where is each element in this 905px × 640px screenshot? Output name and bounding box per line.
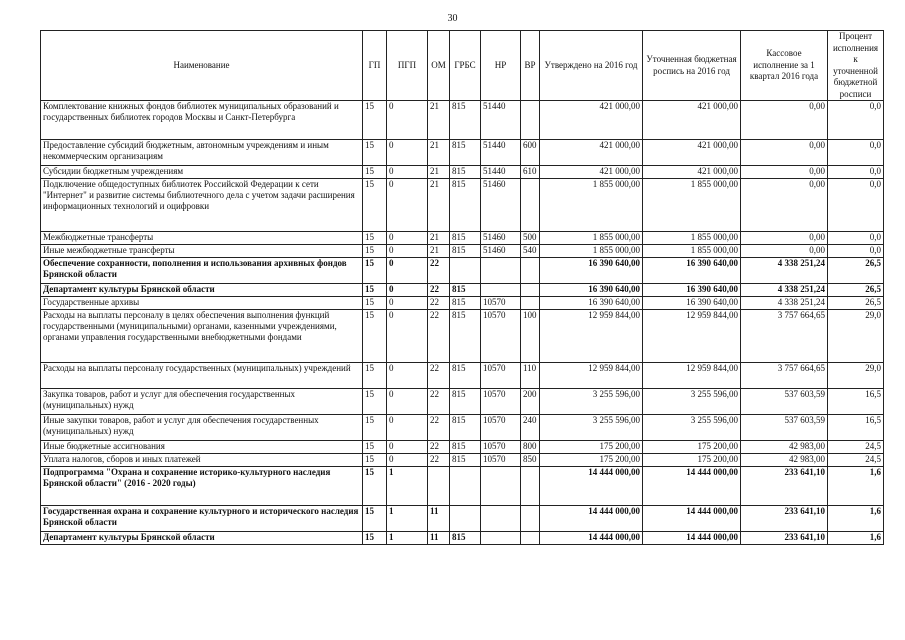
header-approved: Утверждено на 2016 год: [540, 31, 643, 101]
cell-gp: 15: [363, 258, 387, 284]
cell-pgp: 0: [387, 179, 428, 232]
cell-percent: 1,6: [828, 532, 884, 545]
cell-refined: 14 444 000,00: [643, 467, 741, 506]
cell-cash: 537 603,59: [741, 415, 828, 441]
cell-name: Подключение общедоступных библиотек Российской Федерации к сети "Интернет" и развитие системы библиотечного дела с учетом задачи расширения информационных технологий и оцифровки: [41, 179, 363, 232]
cell-vr: 110: [521, 363, 540, 389]
cell-refined: 3 255 596,00: [643, 389, 741, 415]
cell-refined: 1 855 000,00: [643, 232, 741, 245]
cell-om: 21: [428, 166, 450, 179]
table-row: [41, 232, 884, 245]
cell-pgp: 0: [387, 284, 428, 297]
cell-grbs: [450, 506, 481, 532]
cell-np: [481, 467, 521, 506]
cell-refined: 16 390 640,00: [643, 297, 741, 310]
cell-refined: 16 390 640,00: [643, 284, 741, 297]
cell-vr: [521, 258, 540, 284]
cell-name: Предоставление субсидий бюджетным, автономным учреждениям и иным некоммерческим организациям: [41, 140, 363, 166]
cell-om: 22: [428, 415, 450, 441]
cell-refined: 1 855 000,00: [643, 179, 741, 232]
cell-gp: 15: [363, 101, 387, 140]
table-row: [41, 467, 884, 506]
table-row: [41, 441, 884, 454]
header-np: НР: [481, 31, 521, 101]
cell-vr: 610: [521, 166, 540, 179]
cell-cash: 537 603,59: [741, 389, 828, 415]
cell-name: Межбюджетные трансферты: [41, 232, 363, 245]
cell-om: 22: [428, 441, 450, 454]
cell-name: Субсидии бюджетным учреждениям: [41, 166, 363, 179]
cell-grbs: 815: [450, 179, 481, 232]
cell-grbs: 815: [450, 389, 481, 415]
cell-percent: 16,5: [828, 415, 884, 441]
cell-vr: 100: [521, 310, 540, 363]
cell-refined: 12 959 844,00: [643, 310, 741, 363]
cell-om: 21: [428, 179, 450, 232]
cell-percent: 29,0: [828, 363, 884, 389]
cell-pgp: 0: [387, 258, 428, 284]
cell-name: Государственные архивы: [41, 297, 363, 310]
cell-approved: 12 959 844,00: [540, 310, 643, 363]
cell-percent: 26,5: [828, 258, 884, 284]
cell-percent: 0,0: [828, 140, 884, 166]
cell-grbs: 815: [450, 363, 481, 389]
cell-grbs: [450, 258, 481, 284]
header-row: [41, 31, 884, 101]
table-row: [41, 532, 884, 545]
cell-percent: 1,6: [828, 467, 884, 506]
cell-om: 22: [428, 363, 450, 389]
cell-pgp: 1: [387, 467, 428, 506]
cell-gp: 15: [363, 232, 387, 245]
table-row: [41, 245, 884, 258]
cell-approved: 3 255 596,00: [540, 415, 643, 441]
cell-name: Расходы на выплаты персоналу в целях обеспечения выполнения функций государственными (муниципальными) органами, казенными учреждениями, органами управления государственными внебюджетными фондами: [41, 310, 363, 363]
cell-cash: 0,00: [741, 140, 828, 166]
cell-gp: 15: [363, 506, 387, 532]
cell-pgp: 0: [387, 140, 428, 166]
cell-gp: 15: [363, 140, 387, 166]
table-row: [41, 258, 884, 284]
header-grbs: ГРБС: [450, 31, 481, 101]
table-body: [41, 101, 884, 545]
cell-grbs: 815: [450, 441, 481, 454]
cell-refined: 3 255 596,00: [643, 415, 741, 441]
cell-pgp: 0: [387, 232, 428, 245]
cell-np: [481, 284, 521, 297]
cell-cash: 42 983,00: [741, 441, 828, 454]
cell-approved: 14 444 000,00: [540, 532, 643, 545]
cell-grbs: 815: [450, 310, 481, 363]
cell-om: 22: [428, 284, 450, 297]
cell-gp: 15: [363, 179, 387, 232]
cell-approved: 1 855 000,00: [540, 245, 643, 258]
cell-refined: 421 000,00: [643, 101, 741, 140]
cell-percent: 26,5: [828, 297, 884, 310]
cell-name: Иные закупки товаров, работ и услуг для обеспечения государственных (муниципальных) нужд: [41, 415, 363, 441]
cell-np: 51460: [481, 245, 521, 258]
cell-vr: 600: [521, 140, 540, 166]
cell-percent: 0,0: [828, 232, 884, 245]
cell-np: [481, 506, 521, 532]
cell-percent: 24,5: [828, 454, 884, 467]
table-row: [41, 454, 884, 467]
header-pgp: ПГП: [387, 31, 428, 101]
cell-cash: 4 338 251,24: [741, 284, 828, 297]
cell-refined: 14 444 000,00: [643, 506, 741, 532]
cell-pgp: 0: [387, 454, 428, 467]
page-number: 30: [447, 13, 458, 24]
cell-vr: 850: [521, 454, 540, 467]
cell-name: Расходы на выплаты персоналу государственных (муниципальных) учреждений: [41, 363, 363, 389]
cell-cash: 42 983,00: [741, 454, 828, 467]
cell-gp: 15: [363, 415, 387, 441]
cell-om: 21: [428, 101, 450, 140]
cell-refined: 421 000,00: [643, 166, 741, 179]
cell-refined: 12 959 844,00: [643, 363, 741, 389]
cell-cash: 0,00: [741, 245, 828, 258]
cell-approved: 16 390 640,00: [540, 297, 643, 310]
cell-vr: [521, 532, 540, 545]
cell-cash: 233 641,10: [741, 506, 828, 532]
cell-name: Комплектование книжных фондов библиотек муниципальных образований и государственных библиотек городов Москвы и Санкт-Петербурга: [41, 101, 363, 140]
cell-grbs: 815: [450, 245, 481, 258]
cell-name: Департамент культуры Брянской области: [41, 532, 363, 545]
cell-approved: 16 390 640,00: [540, 258, 643, 284]
cell-grbs: [450, 467, 481, 506]
cell-approved: 421 000,00: [540, 140, 643, 166]
cell-cash: 3 757 664,65: [741, 310, 828, 363]
cell-grbs: 815: [450, 140, 481, 166]
cell-om: 11: [428, 532, 450, 545]
cell-vr: 240: [521, 415, 540, 441]
cell-gp: 15: [363, 441, 387, 454]
cell-grbs: 815: [450, 101, 481, 140]
cell-cash: 0,00: [741, 232, 828, 245]
header-om: ОМ: [428, 31, 450, 101]
cell-percent: 0,0: [828, 101, 884, 140]
cell-refined: 175 200,00: [643, 441, 741, 454]
cell-gp: 15: [363, 245, 387, 258]
table-row: [41, 179, 884, 232]
table-row: [41, 310, 884, 363]
cell-pgp: 0: [387, 101, 428, 140]
cell-approved: 421 000,00: [540, 101, 643, 140]
cell-gp: 15: [363, 454, 387, 467]
cell-om: 21: [428, 245, 450, 258]
cell-refined: 1 855 000,00: [643, 245, 741, 258]
table-row: [41, 297, 884, 310]
cell-grbs: 815: [450, 297, 481, 310]
cell-name: Закупка товаров, работ и услуг для обеспечения государственных (муниципальных) нужд: [41, 389, 363, 415]
cell-cash: 3 757 664,65: [741, 363, 828, 389]
cell-approved: 1 855 000,00: [540, 179, 643, 232]
cell-vr: 540: [521, 245, 540, 258]
cell-np: 10570: [481, 297, 521, 310]
cell-percent: 0,0: [828, 245, 884, 258]
cell-om: 11: [428, 506, 450, 532]
cell-np: 10570: [481, 389, 521, 415]
cell-percent: 26,5: [828, 284, 884, 297]
cell-percent: 29,0: [828, 310, 884, 363]
cell-cash: 233 641,10: [741, 532, 828, 545]
cell-om: 21: [428, 140, 450, 166]
cell-cash: 4 338 251,24: [741, 258, 828, 284]
header-refined: Уточненная бюджетная роспись на 2016 год: [643, 31, 741, 101]
cell-vr: [521, 506, 540, 532]
cell-grbs: 815: [450, 232, 481, 245]
cell-om: [428, 467, 450, 506]
cell-name: Обеспечение сохранности, пополнения и использования архивных фондов Брянской области: [41, 258, 363, 284]
cell-grbs: 815: [450, 284, 481, 297]
cell-cash: 233 641,10: [741, 467, 828, 506]
cell-pgp: 0: [387, 389, 428, 415]
cell-om: 22: [428, 454, 450, 467]
cell-np: 10570: [481, 310, 521, 363]
cell-pgp: 0: [387, 166, 428, 179]
cell-approved: 421 000,00: [540, 166, 643, 179]
cell-percent: 24,5: [828, 441, 884, 454]
cell-pgp: 0: [387, 245, 428, 258]
cell-refined: 16 390 640,00: [643, 258, 741, 284]
cell-vr: [521, 284, 540, 297]
cell-np: [481, 258, 521, 284]
header-name: Наименование: [41, 31, 363, 101]
cell-pgp: 0: [387, 363, 428, 389]
cell-np: 10570: [481, 441, 521, 454]
cell-gp: 15: [363, 284, 387, 297]
table-row: [41, 389, 884, 415]
cell-approved: 14 444 000,00: [540, 506, 643, 532]
cell-pgp: 0: [387, 297, 428, 310]
table-row: [41, 140, 884, 166]
cell-refined: 175 200,00: [643, 454, 741, 467]
cell-name: Иные межбюджетные трансферты: [41, 245, 363, 258]
cell-grbs: 815: [450, 454, 481, 467]
table-row: [41, 506, 884, 532]
cell-np: 51440: [481, 140, 521, 166]
cell-vr: [521, 101, 540, 140]
cell-np: 51460: [481, 232, 521, 245]
cell-om: 21: [428, 232, 450, 245]
table-row: [41, 415, 884, 441]
header-gp: ГП: [363, 31, 387, 101]
cell-np: 10570: [481, 454, 521, 467]
cell-pgp: 0: [387, 415, 428, 441]
cell-om: 22: [428, 310, 450, 363]
cell-gp: 15: [363, 363, 387, 389]
cell-approved: 175 200,00: [540, 454, 643, 467]
cell-approved: 12 959 844,00: [540, 363, 643, 389]
budget-table: [40, 30, 884, 545]
cell-pgp: 1: [387, 506, 428, 532]
cell-vr: [521, 467, 540, 506]
cell-pgp: 0: [387, 310, 428, 363]
cell-np: 51440: [481, 101, 521, 140]
cell-grbs: 815: [450, 532, 481, 545]
cell-name: Иные бюджетные ассигнования: [41, 441, 363, 454]
cell-pgp: 0: [387, 441, 428, 454]
cell-np: [481, 532, 521, 545]
cell-percent: 0,0: [828, 166, 884, 179]
header-vr: ВР: [521, 31, 540, 101]
cell-gp: 15: [363, 310, 387, 363]
cell-name: Уплата налогов, сборов и иных платежей: [41, 454, 363, 467]
cell-np: 10570: [481, 363, 521, 389]
table-row: [41, 363, 884, 389]
cell-percent: 16,5: [828, 389, 884, 415]
header-cash: Кассовое исполнение за 1 квартал 2016 года: [741, 31, 828, 101]
cell-gp: 15: [363, 297, 387, 310]
table-row: [41, 101, 884, 140]
cell-vr: 500: [521, 232, 540, 245]
cell-om: 22: [428, 258, 450, 284]
cell-approved: 175 200,00: [540, 441, 643, 454]
header-percent: Процент исполнения к уточненной бюджетной росписи: [828, 31, 884, 101]
cell-refined: 14 444 000,00: [643, 532, 741, 545]
cell-name: Государственная охрана и сохранение культурного и исторического наследия Брянской области: [41, 506, 363, 532]
cell-name: Департамент культуры Брянской области: [41, 284, 363, 297]
cell-np: 10570: [481, 415, 521, 441]
cell-gp: 15: [363, 532, 387, 545]
cell-grbs: 815: [450, 415, 481, 441]
cell-np: 51440: [481, 166, 521, 179]
table-row: [41, 284, 884, 297]
cell-gp: 15: [363, 389, 387, 415]
cell-approved: 16 390 640,00: [540, 284, 643, 297]
cell-cash: 0,00: [741, 166, 828, 179]
cell-approved: 14 444 000,00: [540, 467, 643, 506]
cell-percent: 1,6: [828, 506, 884, 532]
cell-gp: 15: [363, 467, 387, 506]
cell-approved: 1 855 000,00: [540, 232, 643, 245]
cell-cash: 0,00: [741, 101, 828, 140]
cell-om: 22: [428, 389, 450, 415]
cell-np: 51460: [481, 179, 521, 232]
cell-vr: 200: [521, 389, 540, 415]
cell-vr: 800: [521, 441, 540, 454]
cell-cash: 0,00: [741, 179, 828, 232]
cell-pgp: 1: [387, 532, 428, 545]
cell-grbs: 815: [450, 166, 481, 179]
cell-om: 22: [428, 297, 450, 310]
cell-vr: [521, 297, 540, 310]
cell-name: Подпрограмма "Охрана и сохранение историко-культурного наследия Брянской области" (2016 - 2020 годы): [41, 467, 363, 506]
cell-cash: 4 338 251,24: [741, 297, 828, 310]
cell-gp: 15: [363, 166, 387, 179]
table-row: [41, 166, 884, 179]
cell-approved: 3 255 596,00: [540, 389, 643, 415]
cell-refined: 421 000,00: [643, 140, 741, 166]
cell-percent: 0,0: [828, 179, 884, 232]
cell-vr: [521, 179, 540, 232]
